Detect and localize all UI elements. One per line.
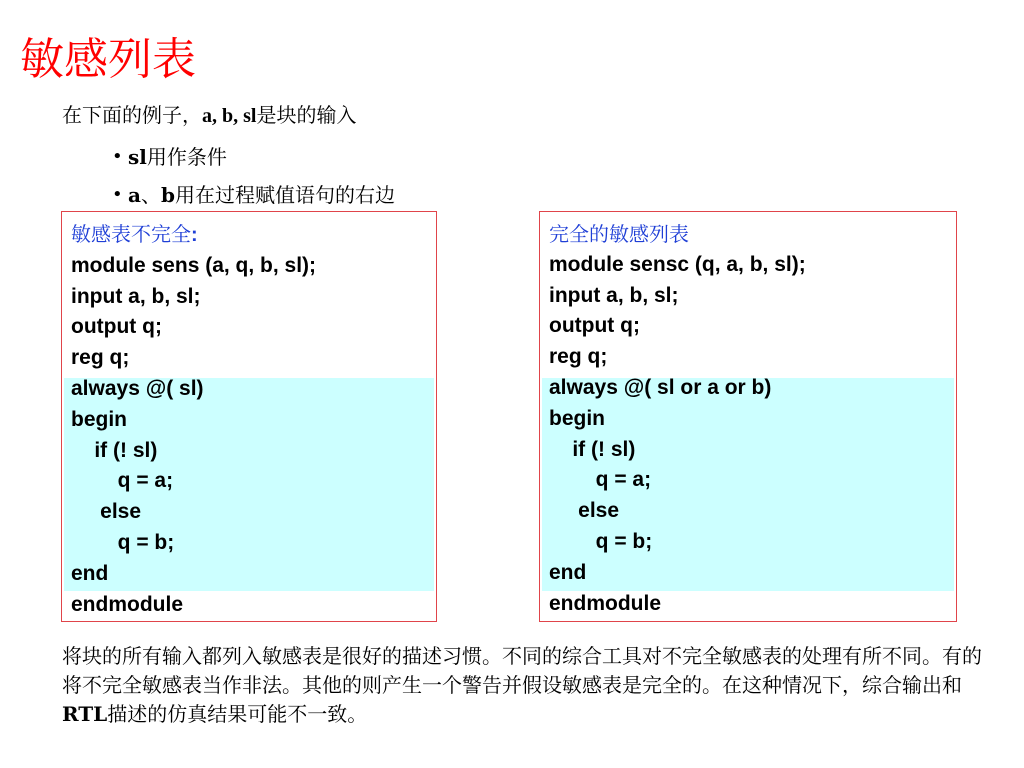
para-text-1: 将块的所有输入都列入敏感表是很好的描述习惯。不同的综合工具对不完全敏感表的处理有所不同。有的将不完全敏感表当作非法。其他的则产生一个警告并假设敏感表是完全的。在这种情况下，综合输出和 (62, 644, 982, 697)
code-line: output q; (71, 315, 162, 339)
code-line: module sens (a, q, b, sl); (71, 253, 317, 277)
bullet-bold: sl (128, 145, 147, 169)
incomplete-sensitivity-box (61, 211, 437, 622)
code-line: always @( sl or a or b) (549, 375, 772, 399)
code-line: end (549, 560, 587, 584)
code-line: module sensc (q, a, b, sl); (549, 252, 806, 276)
intro-prefix: 在下面的例子， (62, 103, 202, 127)
bullet-sep: 、 (140, 183, 161, 207)
code-line: input a, b, sl; (549, 283, 679, 307)
intro-vars: a, b, sl (202, 105, 257, 127)
box-caption: 完全的敏感列表 (549, 222, 689, 246)
bullet-item (112, 176, 395, 214)
complete-sensitivity-box (539, 211, 957, 622)
code-line: reg q; (71, 346, 130, 370)
code-line: q = b; (549, 529, 653, 553)
bullet-bold-2: b (160, 183, 175, 207)
code-line: if (! sl) (549, 437, 636, 461)
code-line: else (549, 499, 620, 523)
bullet-list (112, 138, 395, 214)
code-line: endmodule (71, 592, 184, 616)
bullet-text: 用作条件 (146, 145, 227, 169)
code-line: q = b; (71, 530, 175, 554)
intro-suffix: 是块的输入 (256, 103, 357, 127)
code-listing-right (549, 219, 806, 619)
code-line: reg q; (549, 345, 608, 369)
code-line: if (! sl) (71, 438, 158, 462)
intro-line (62, 100, 356, 131)
bullet-text: 用在过程赋值语句的右边 (174, 183, 395, 207)
code-line: endmodule (549, 591, 662, 615)
code-line: q = a; (549, 468, 652, 492)
code-line: end (71, 561, 109, 585)
bullet-item (112, 138, 395, 176)
code-line: begin (549, 406, 605, 430)
summary-paragraph (62, 642, 992, 729)
code-line: q = a; (71, 469, 174, 493)
para-rtl: RTL (62, 702, 108, 726)
code-line: input a, b, sl; (71, 284, 201, 308)
code-line: begin (71, 407, 127, 431)
bullet-dot-icon: • (112, 184, 123, 205)
para-text-2: 描述的仿真结果可能不一致。 (107, 702, 368, 726)
slide-title: 敏感列表 (20, 34, 196, 85)
bullet-bold: a (128, 183, 141, 207)
code-listing-left (71, 219, 316, 620)
bullet-dot-icon: • (112, 146, 123, 167)
code-line: else (71, 500, 142, 524)
box-caption: 敏感表不完全: (71, 222, 198, 246)
code-line: always @( sl) (71, 376, 204, 400)
code-line: output q; (549, 314, 640, 338)
